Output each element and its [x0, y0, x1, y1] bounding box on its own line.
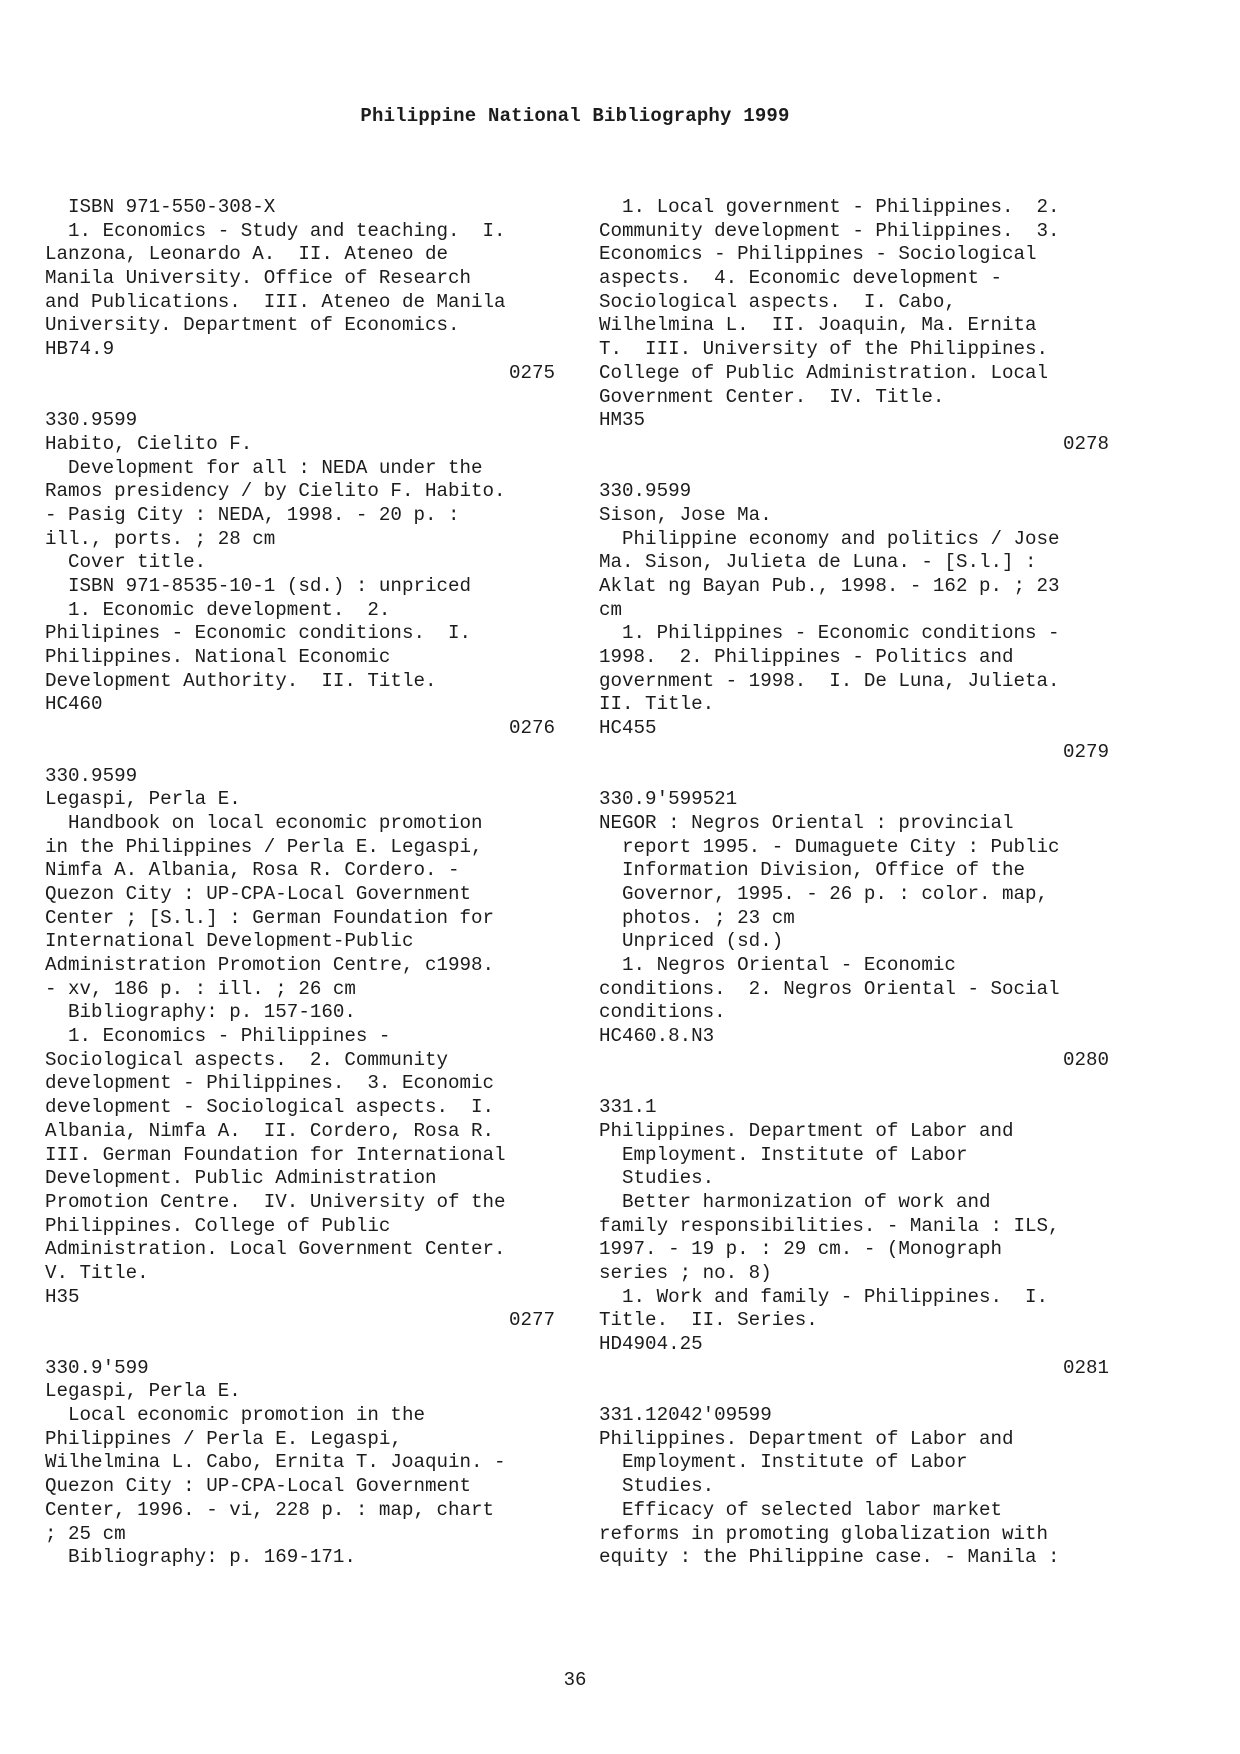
entry-line: 330.9599: [45, 764, 138, 787]
entry-line: Quezon City : UP-CPA-Local Government: [45, 1475, 472, 1498]
entry-spacer: [45, 386, 555, 410]
entry-line: HB74.9: [45, 338, 115, 361]
entry-line: Local economic promotion in the: [45, 1404, 425, 1427]
entry-line: Governor, 1995. - 26 p. : color. map,: [599, 882, 1049, 905]
entry-line: Center ; [S.l.] : German Foundation for: [45, 906, 495, 929]
entry-line: Philippine economy and politics / Jose: [599, 527, 1060, 550]
entry-line: 1997. - 19 p. : 29 cm. - (Monograph: [599, 1238, 1003, 1261]
entry-line: conditions. 2. Negros Oriental - Social: [599, 977, 1060, 1000]
entry-line: Title. II. Series.: [599, 1309, 818, 1332]
entry-spacer: [599, 765, 1109, 789]
entry-line: Philippines. Department of Labor and: [599, 1427, 1014, 1450]
right-column: [599, 196, 1109, 1570]
entry-line: Development. Public Administration: [45, 1167, 437, 1190]
entry-line: - xv, 186 p. : ill. ; 26 cm: [45, 977, 356, 1000]
entry-line: 1. Work and family - Philippines. I.: [599, 1285, 1049, 1308]
entry-line: Habito, Cielito F.: [45, 432, 253, 455]
entry-line: Quezon City : UP-CPA-Local Government: [45, 882, 472, 905]
entry-line: HD4904.25: [599, 1333, 703, 1355]
entry-line: aspects. 4. Economic development -: [599, 267, 1003, 290]
entry-line: 330.9'599: [45, 1356, 149, 1379]
bibliographic-entry: [599, 788, 1109, 1072]
entry-line: Efficacy of selected labor market: [599, 1498, 1003, 1521]
entry-line: Center, 1996. - vi, 228 p. : map, chart: [45, 1498, 495, 1521]
entry-number: 0281: [1062, 1356, 1109, 1379]
entry-line: Nimfa A. Albania, Rosa R. Cordero. -: [45, 859, 460, 882]
entry-number: 0280: [1062, 1048, 1109, 1071]
entry-line: University. Department of Economics.: [45, 314, 460, 337]
entry-spacer: [599, 1072, 1109, 1096]
entry-line: and Publications. III. Ateneo de Manila: [45, 290, 506, 313]
bibliographic-entry: [45, 1357, 555, 1570]
entry-line: Sociological aspects. 2. Community: [45, 1048, 449, 1071]
entry-line: Sociological aspects. I. Cabo,: [599, 290, 956, 313]
entry-line: Manila University. Office of Research: [45, 267, 472, 290]
entry-line: Ma. Sison, Julieta de Luna. - [S.l.] :: [599, 551, 1037, 574]
entry-line: 1998. 2. Philippines - Politics and: [599, 646, 1014, 669]
entry-line: Philippines. College of Public: [45, 1214, 391, 1237]
entry-line: 1. Economics - Philippines -: [45, 1025, 391, 1048]
entry-line: HC460.8.N3: [599, 1025, 715, 1048]
entry-line: Sison, Jose Ma.: [599, 503, 772, 526]
entry-line: Employment. Institute of Labor: [599, 1143, 968, 1166]
entry-line: Administration. Local Government Center.: [45, 1238, 506, 1261]
entry-line: Philippines. Department of Labor and: [599, 1119, 1014, 1142]
entry-spacer: [45, 1333, 555, 1357]
page-number: 36: [563, 1669, 587, 1691]
entry-line: III. German Foundation for International: [45, 1143, 506, 1166]
entry-line: Unpriced (sd.): [599, 930, 784, 953]
entry-line: Philippines / Perla E. Legaspi,: [45, 1427, 402, 1450]
page-title: Philippine National Bibliography 1999: [360, 105, 790, 127]
entry-line: Studies.: [599, 1167, 715, 1190]
bibliographic-entry: [599, 1404, 1109, 1570]
entry-line: NEGOR : Negros Oriental : provincial: [599, 811, 1014, 834]
entry-line: photos. ; 23 cm: [599, 906, 795, 929]
bibliographic-entry: [599, 1096, 1109, 1380]
entry-line: HC460: [45, 693, 103, 716]
entry-line: Government Center. IV. Title.: [599, 385, 945, 408]
entry-spacer: [45, 741, 555, 765]
entry-line: 331.12042'09599: [599, 1404, 772, 1427]
bibliographic-entry: [45, 196, 555, 386]
entry-line: Albania, Nimfa A. II. Cordero, Rosa R.: [45, 1119, 495, 1142]
entry-line: II. Title.: [599, 693, 715, 716]
entry-line: College of Public Administration. Local: [599, 361, 1049, 384]
entry-line: Wilhelmina L. Cabo, Ernita T. Joaquin. -: [45, 1451, 506, 1474]
entry-line: 330.9599: [599, 480, 692, 503]
entry-number: 0279: [1062, 740, 1109, 763]
entry-line: government - 1998. I. De Luna, Julieta.: [599, 669, 1060, 692]
entry-line: H35: [45, 1285, 80, 1308]
entry-line: 1. Economic development. 2.: [45, 598, 391, 621]
entry-line: Philipines - Economic conditions. I.: [45, 622, 472, 645]
entry-line: Administration Promotion Centre, c1998.: [45, 954, 495, 976]
entry-line: HM35: [599, 409, 646, 432]
entry-line: Economics - Philippines - Sociological: [599, 243, 1037, 266]
entry-line: family responsibilities. - Manila : ILS,: [599, 1214, 1060, 1237]
entry-line: series ; no. 8): [599, 1261, 772, 1284]
entry-line: ISBN 971-550-308-X: [45, 196, 276, 218]
entry-line: 1. Local government - Philippines. 2.: [599, 196, 1060, 218]
entry-number: 0277: [508, 1309, 555, 1332]
entry-number: 0278: [1062, 432, 1109, 455]
entry-line: International Development-Public: [45, 930, 414, 953]
entry-number: 0275: [508, 361, 555, 384]
entry-line: ill., ports. ; 28 cm: [45, 527, 276, 550]
entry-line: HC455: [599, 717, 657, 740]
entry-line: Information Division, Office of the: [599, 859, 1026, 882]
entry-line: development - Philippines. 3. Economic: [45, 1072, 495, 1095]
entry-line: ISBN 971-8535-10-1 (sd.) : unpriced: [45, 575, 472, 597]
entry-line: conditions.: [599, 1001, 726, 1024]
bibliographic-entry: [45, 765, 555, 1334]
bibliographic-entry: [45, 409, 555, 741]
entry-line: 331.1: [599, 1096, 657, 1119]
entry-line: Legaspi, Perla E.: [45, 788, 241, 811]
entry-line: report 1995. - Dumaguete City : Public: [599, 835, 1060, 858]
entry-line: V. Title.: [45, 1261, 149, 1284]
entry-line: Promotion Centre. IV. University of the: [45, 1190, 506, 1213]
entry-line: 1. Economics - Study and teaching. I.: [45, 219, 506, 242]
entry-line: T. III. University of the Philippines.: [599, 338, 1049, 361]
entry-line: 1. Philippines - Economic conditions -: [599, 622, 1060, 645]
entry-number: 0276: [508, 717, 555, 740]
entry-line: Better harmonization of work and: [599, 1190, 991, 1213]
entry-line: Wilhelmina L. II. Joaquin, Ma. Ernita: [599, 314, 1037, 337]
entry-line: equity : the Philippine case. - Manila :: [599, 1546, 1060, 1569]
entry-spacer: [599, 457, 1109, 481]
entry-line: Employment. Institute of Labor: [599, 1451, 968, 1474]
bibliographic-entry: [599, 480, 1109, 764]
entry-line: reforms in promoting globalization with: [599, 1522, 1049, 1545]
entry-line: 1. Negros Oriental - Economic: [599, 954, 956, 976]
entry-line: Philippines. National Economic: [45, 646, 391, 669]
entry-line: Legaspi, Perla E.: [45, 1380, 241, 1403]
entry-line: in the Philippines / Perla E. Legaspi,: [45, 835, 483, 858]
bibliographic-entry: [599, 196, 1109, 457]
entry-line: Community development - Philippines. 3.: [599, 219, 1060, 242]
entry-line: development - Sociological aspects. I.: [45, 1096, 495, 1119]
entry-line: Bibliography: p. 157-160.: [45, 1001, 356, 1024]
entry-line: Aklat ng Bayan Pub., 1998. - 162 p. ; 23: [599, 575, 1060, 597]
entry-line: cm: [599, 598, 623, 621]
entry-line: - Pasig City : NEDA, 1998. - 20 p. :: [45, 503, 460, 526]
entry-line: Studies.: [599, 1475, 715, 1498]
entry-line: Handbook on local economic promotion: [45, 811, 483, 834]
entry-line: Cover title.: [45, 551, 207, 574]
entry-line: Development Authority. II. Title.: [45, 669, 437, 692]
entry-line: ; 25 cm: [45, 1522, 126, 1545]
entry-line: Development for all : NEDA under the: [45, 456, 483, 479]
entry-line: Lanzona, Leonardo A. II. Ateneo de: [45, 243, 449, 266]
entry-line: Bibliography: p. 169-171.: [45, 1546, 356, 1569]
entry-line: Ramos presidency / by Cielito F. Habito.: [45, 480, 506, 503]
left-column: [45, 196, 555, 1570]
entry-line: 330.9'599521: [599, 788, 738, 811]
entry-spacer: [599, 1380, 1109, 1404]
entry-line: 330.9599: [45, 409, 138, 432]
